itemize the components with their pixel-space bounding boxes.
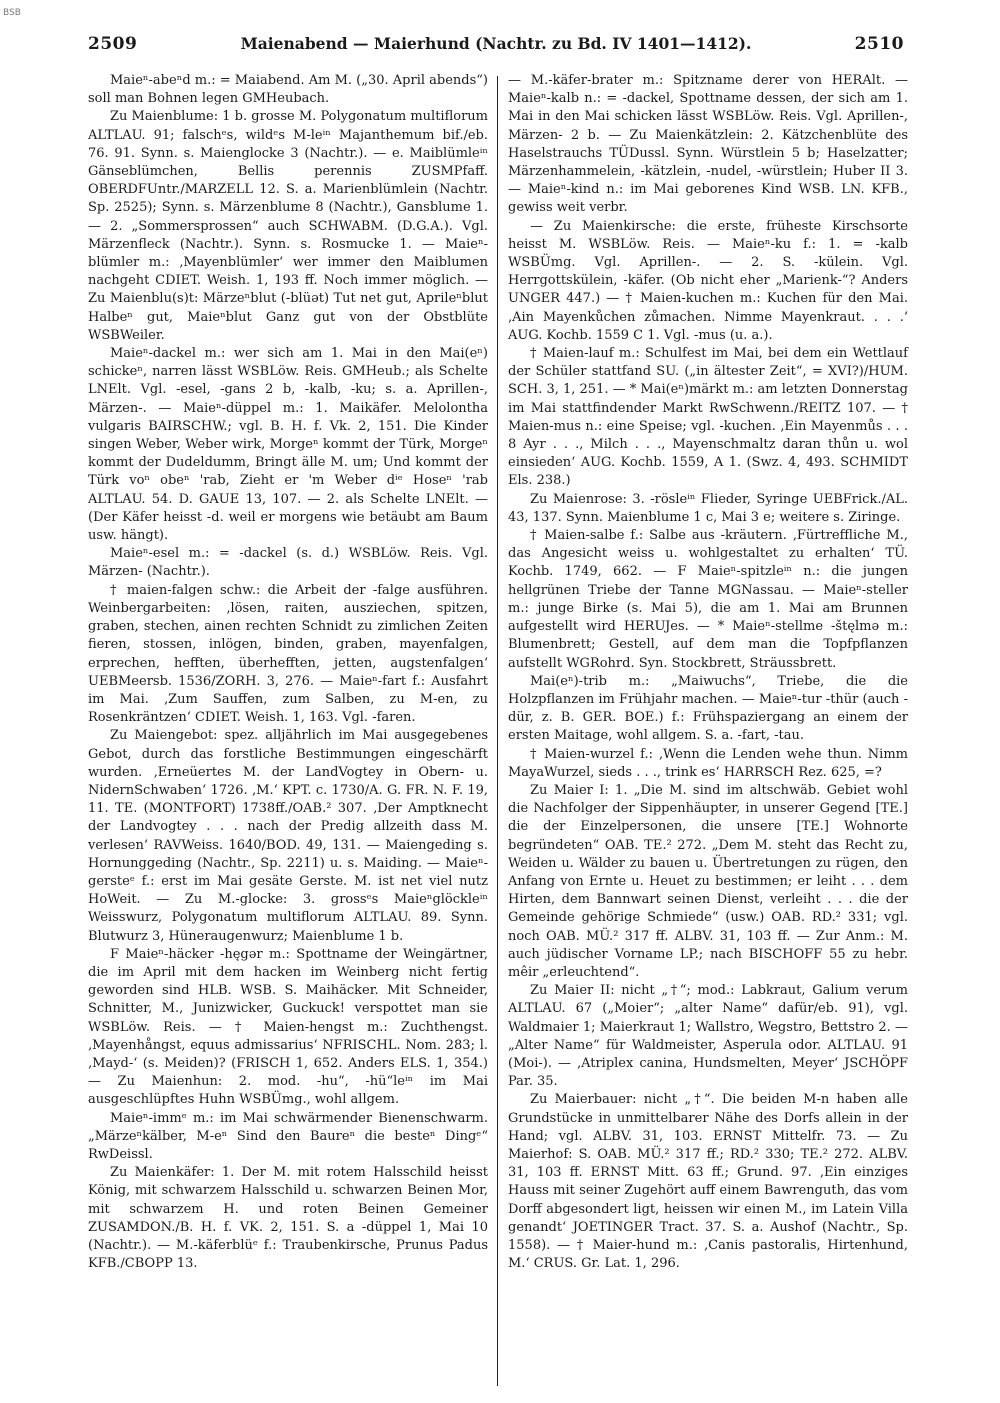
left-column [88, 72, 488, 1273]
entry-maien-abend: Maieⁿ-abeⁿd m.: = Maiabend. Am M. („30. April abends“) soll man Bohnen legen GMHeubach. [88, 73, 488, 107]
library-stamp: BSB [3, 8, 21, 18]
entry-maien-dackel: Maieⁿ-dackel m.: wer sich am 1. Mai in den Mai(eⁿ) schickeⁿ, narren lässt WSBLöw. Reis. GMHeub.; als Schelte LNElt. Vgl. -esel, -gans 2 b, -kalb, -ku; s. a. Aprillen-, Märzen-. — Maieⁿ-düppel m.: 1. Maikäfer. Melolontha vulgaris BAIRSCHW.; vgl. B. H. f. Vk. 2, 151. Die Kinder singen Weber, Weber wirk, Morgeⁿ kommt der Türk, Morgeⁿ kommt der Dudeldumm, Bringt älle M. um; Und kommt der Türk voⁿ obeⁿ 'rab, Zieht er 'm Weber dⁱᵉ Hoseⁿ 'rab ALTLAU. 54. D. GAUE 13, 107. — 2. als Schelte LNElt. — (Der Käfer heisst -d. weil er morgens wie betäubt am Baum usw. hängt). [88, 346, 488, 544]
entry-maien-imme: Maieⁿ-immᵉ m.: im Mai schwärmender Bienenschwarm. „Märzeⁿkälber, M-eⁿ Sind den Baureⁿ die besteⁿ Dingᵉ“ RwDeissl. [88, 1110, 488, 1162]
entry-maienkirsche: — Zu Maienkirsche: die erste, früheste Kirschsorte heisst M. WSBLöw. Reis. — Maieⁿ-ku f.: 1. = -kalb WSBÜmg. Vgl. Aprillen-. — 2. S. -külein. Vgl. Herrgottskülein, -käfer. (Ob nicht eher „Marienk-“? Anders UNGER 447.) — † Maien-kuchen m.: Kuchen für den Mai. ‚Ain Mayenkůchen zůmachen. Nimme Mayenkraut. . . .‘ AUG. Kochb. 1559 C 1. Vgl. -mus (u. a.). [508, 218, 908, 343]
entry-maien-wurzel: † Maien-wurzel f.: ‚Wenn die Lenden wehe thun. Nimm MayaWurzel, sieds . . ., trink es‘ HARRSCH Rez. 625, =? [508, 746, 908, 780]
entry-maien-trib: Mai(eⁿ)-trib m.: „Maiwuchs“, Triebe, die die Holzpflanzen im Frühjahr machen. — Maieⁿ-tur -thür (auch -dür, z. B. GER. BOE.) f.: Frühspaziergang an einem der ersten Maitage, wohl allgem. S. a. -fart, -tau. [508, 673, 908, 744]
entry-maien-salbe: † Maien-salbe f.: Salbe aus -kräutern. ‚Fürtreffliche M., das Angesicht weiss u. wohlgestaltet zu erhalten‘ TÜ. Kochb. 1749, 662. — F Maieⁿ-spitzleⁱⁿ n.: die jungen hellgrünen Triebe der Tanne MGNassau. — Maieⁿ-steller m.: junge Birke (s. Mai 5), die am 1. Mai am Brunnen aufgestellt wird HERUJes. — * Maieⁿ-stellme -štęlmə m.: Blumenbrett; Gestell, auf dem man die Topfpflanzen aufstellt WGRohrd. Syn. Stockbrett, Sträussbrett. [508, 528, 908, 671]
entry-maien-esel: Maieⁿ-esel m.: = -dackel (s. d.) WSBLöw. Reis. Vgl. Märzen- (Nachtr.). [88, 546, 488, 580]
entry-maien-haecker: F Maieⁿ-häcker -hęgər m.: Spottname der Weingärtner, die im April mit dem hacken im Weinberg nicht fertig geworden sind HLB. WSB. S. Maihäcker. Mit Schneider, Schnitter, M., Junizwicker, Guckuck! verspottet man sie WSBLöw. Reis. — † Maien-hengst m.: Zuchthengst. ‚Mayenhångst, equus admissarius‘ NFRISCHL. Nom. 283; l. ‚Mayd-‘ (s. Meiden)? (FRISCH 1, 652. Anders ELS. 1, 354.) — Zu Maienhun: 2. mod. -hu“, -hü“leⁱⁿ im Mai ausgeschlüpftes Huhn WSBÜmg., wohl allgem. [88, 946, 488, 1108]
entry-maiengebot: Zu Maiengebot: spez. alljährlich im Mai ausgegebenes Gebot, durch das forstliche Bestimmungen eingeschärft wurden. ‚Erneüertes M. der LandVogtey in Obern- u. NidernSchwaben‘ 1726. ‚M.‘ KPT. c. 1730/A. G. FR. N. F. 19, 11. TE. (MONTFORT) 1738ff./OAB.² 307. ‚Der Amptknecht der Landvogtey . . . nach der Predig allzeith dass M. verlesen‘ RAVWeiss. 1640/BOD. 49, 131. — Maiengeding s. Hornunggeding (Nachtr., Sp. 2211) u. s. Maiding. — Maieⁿ-gersteᵉ f.: erst im Mai gesäte Gerste. M. ist net viel nutz HoWeit. — Zu M.-glocke: 3. grossᵉs Maieⁿglöckleⁱⁿ Weisswurz, Polygonatum multiflorum ALTLAU. 89. Synn. Blutwurz 3, Hüneraugenwurz; Maienblume 1 b. [88, 728, 488, 944]
column-divider [497, 76, 498, 1386]
entry-maier-i: Zu Maier I: 1. „Die M. sind im altschwäb. Gebiet wohl die Nachfolger der Sippenhäupter, in unserer Gegend [TE.] die der Einzelpersonen, die unsere [TE.] Wohnorte begründeten“ OAB. TE.² 272. „Dem M. steht das Recht zu, Weiden u. Wälder zu bauen u. Übertretungen zu rügen, den Anfang von Ernte u. Heuet zu bestimmen; er leiht . . . dem Hirten, dem Bannwart seinen Dienst, verleiht . . . die der Gemeinde gehörige Schmiede“ (usw.) OAB. RD.² 331; vgl. noch OAB. MÜ.² 317 ff. ALBV. 31, 103 ff. — Zur Anm.: M. auch jüdischer Vorname LP.; nach BISCHOFF 55 zu hebr. mêir „erleuchtend“. [508, 782, 908, 980]
entry-maien-falgen: † maien-falgen schw.: die Arbeit der -falge ausführen. Weinbergarbeiten: ‚lösen, raiten, ausziechen, spitzen, graben, stechen, ainen rechten Schnidt zu zimlichen Zeiten fieren, stossen, inlögen, binden, graben, mayenfalgen, erprechen, hefften, überhefften, jetten, augstenfalgen‘ UEBMeersb. 1536/ZORH. 3, 276. — Maieⁿ-fart f.: Ausfahrt im Mai. ‚Zum Sauffen, zum Salben, zu M-en, zu Rosenkräntzen‘ CDIET. Weish. 1, 163. Vgl. -faren. [88, 582, 488, 726]
running-title: Maienabend — Maierhund (Nachtr. zu Bd. IV 1401—1412). [240, 34, 752, 53]
page-number-right: 2510 [854, 34, 904, 54]
entry-kaefer-brater: — M.-käfer-brater m.: Spitzname derer von HERAlt. — Maieⁿ-kalb n.: = -dackel, Spottname dessen, der sich am 1. Mai in den Mai schicken lässt WSBLöw. Reis. Vgl. Aprillen-, Märzen- 2 b. — Zu Maienkätzlein: 2. Kätzchenblüte des Haselstrauchs TÜDussl. Synn. Würstlein 5 b; Haselzatter; Märzenhammelein, -kätzlein, -nudel, -würstlein; Huber II 3. — Maieⁿ-kind n.: im Mai geborenes Kind WSB. LN. KFB., gewiss weit verbr. [508, 73, 908, 216]
entry-maier-ii: Zu Maier II: nicht „†“; mod.: Labkraut, Galium verum ALTLAU. 67 („Moier“; „alter Name“ dafür/eb. 91), vgl. Waldmaier 1; Maierkraut 1; Wallstro, Wegstro, Bettstro 2. — „Alter Name“ für Waldmeister, Asperula odor. ALTLAU. 91 (Moi-). — ‚Atriplex canina, Hundsmelten, Meyer‘ JSCHÖPF Par. 35. [508, 983, 908, 1090]
entry-maienrose: Zu Maienrose: 3. -rösleⁱⁿ Flieder, Syringe UEBFrick./AL. 43, 137. Synn. Maienblume 1 c, Mai 3 e; weitere s. Ziringe. [508, 491, 908, 525]
right-column [508, 72, 908, 1273]
page-header [88, 28, 904, 58]
page-number-left: 2509 [88, 34, 138, 54]
entry-maien-lauf: † Maien-lauf m.: Schulfest im Mai, bei dem ein Wettlauf der Schüler stattfand SU. („in ältester Zeit“, = XVI?)/HUM. SCH. 3, 1, 251. — * Mai(eⁿ)märkt m.: am letzten Donnerstag im Mai stattfindender Markt RwSchwenn./REITZ 107. — † Maien-mus n.: eine Speise; vgl. -kuchen. ‚Ein Mayenmůs . . . 8 Ayr . . ., Milch . . ., Mayenschmaltz daran thůn u. wol einsieden‘ AUG. Kochb. 1559, A 1. (Swz. 4, 493. SCHMIDT Els. 238.) [508, 346, 908, 489]
dictionary-body [88, 72, 910, 1392]
entry-maienkaefer: Zu Maienkäfer: 1. Der M. mit rotem Halsschild heisst König, mit schwarzem Halsschild u. schwarzen Beinen Mor, mit schwarzem H. und roten Beinen Gemeiner ZUSAMDON./B. H. f. VK. 2, 151. S. a -düppel 1, Mai 10 (Nachtr.). — M.-käferblüᵉ f.: Traubenkirsche, Prunus Padus KFB./CBOPP 13. [88, 1165, 488, 1272]
entry-maierbauer: Zu Maierbauer: nicht „†“. Die beiden M-n haben alle Grundstücke in unmittelbarer Nähe des Dorfs allein in der Hand; vgl. ALBV. 31, 103. ERNST Mittelfr. 73. — Zu Maierhof: S. OAB. MÜ.² 317 ff.; RD.² 330; TE.² 272. ALBV. 31, 103 ff. ERNST Mitt. 63 ff.; Grund. 97. ‚Ein einziges Hauss mit seiner Zugehört auff einem Bawrenguth, das vom Dorff abgesondert ligt, heissen wir einen M., im Latein Villa genandt‘ JOETINGER Tract. 37. S. a. Aushof (Nachtr., Sp. 1558). — † Maier-hund m.: ‚Canis pastoralis, Hirtenhund, M.‘ CRUS. Gr. Lat. 1, 296. [508, 1092, 908, 1272]
entry-maienblume: Zu Maienblume: 1 b. grosse M. Polygonatum multiflorum ALTLAU. 91; falschᵉs, wildᵉs M-leⁱⁿ Majanthemum bif./eb. 76. 91. Synn. s. Maienglocke 3 (Nachtr.). — e. Maiblümleⁱⁿ Gänseblümchen, Bellis perennis ZUSMPfaff. OBERDFUntr./MARZELL 12. S. a. Marienblümlein (Nachtr. Sp. 2525); Synn. s. Märzenblume 8 (Nachtr.), Gansblume 1. — 2. „Sommersprossen“ auch SCHWABM. (D.G.A.). Vgl. Märzenfleck (Nachtr.). Synn. s. Rosmucke 1. — Maieⁿ-blümler m.: ‚Mayenblümler‘ wer immer den Maiblumen nachgeht CDIET. Weish. 1, 193 ff. Noch immer möglich. — Zu Maienblu(s)t: Märzeⁿblut (-blüət) Tut net gut, Aprileⁿblut Halbeⁿ gut, Maieⁿblut Ganz gut von der Obstblüte WSBWeiler. [88, 109, 488, 343]
